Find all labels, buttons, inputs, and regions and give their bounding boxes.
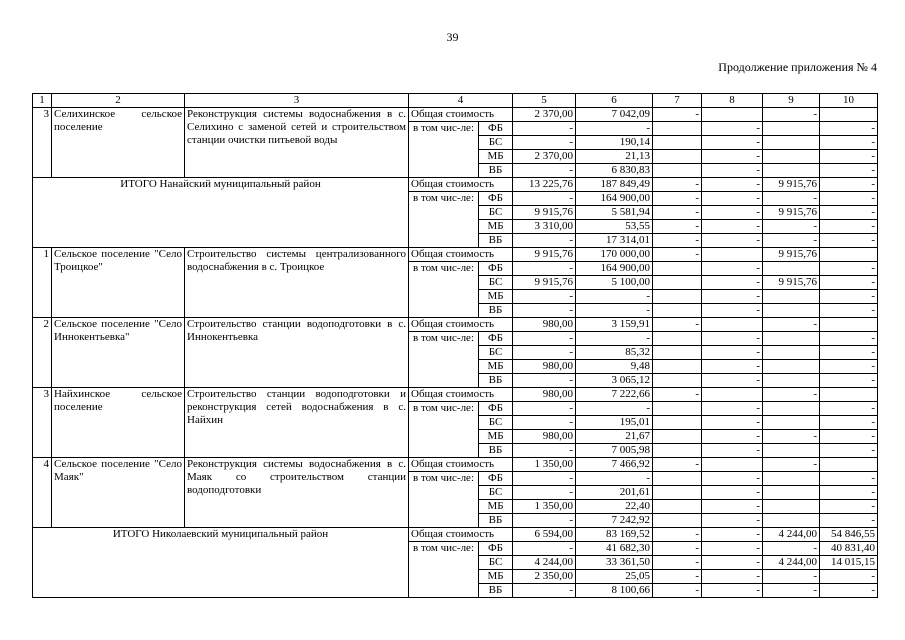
value-cell: - bbox=[820, 486, 878, 500]
total-cost-label: Общая стоимость bbox=[409, 528, 513, 542]
header-row bbox=[33, 94, 878, 108]
value-cell: 3 065,12 bbox=[576, 374, 653, 388]
value-cell bbox=[763, 360, 820, 374]
value-cell: 40 831,40 bbox=[820, 542, 878, 556]
including-label: в том чис-ле: bbox=[409, 192, 479, 248]
value-cell: - bbox=[820, 220, 878, 234]
value-cell: - bbox=[763, 234, 820, 248]
fund-source-label: БС bbox=[479, 556, 513, 570]
value-cell: 9 915,76 bbox=[763, 206, 820, 220]
page-number: 39 bbox=[446, 30, 459, 44]
value-cell: - bbox=[653, 206, 702, 220]
table-row bbox=[33, 458, 878, 472]
value-cell: - bbox=[653, 220, 702, 234]
value-cell: 980,00 bbox=[513, 430, 576, 444]
value-cell: 21,67 bbox=[576, 430, 653, 444]
value-cell: 9 915,76 bbox=[763, 178, 820, 192]
value-cell: - bbox=[763, 542, 820, 556]
fund-source-label: ВБ bbox=[479, 514, 513, 528]
value-cell: - bbox=[702, 150, 763, 164]
value-cell bbox=[820, 108, 878, 122]
value-cell bbox=[763, 304, 820, 318]
fund-source-label: БС bbox=[479, 206, 513, 220]
value-cell: 164 900,00 bbox=[576, 192, 653, 206]
settlement-name: Сельское поселение "Село Троицкое" bbox=[52, 248, 185, 318]
value-cell: - bbox=[653, 528, 702, 542]
table-row bbox=[33, 108, 878, 122]
fund-source-label: БС bbox=[479, 416, 513, 430]
value-cell bbox=[653, 164, 702, 178]
value-cell: 1 350,00 bbox=[513, 500, 576, 514]
value-cell: - bbox=[820, 262, 878, 276]
settlement-name: Сельское поселение "Село Маяк" bbox=[52, 458, 185, 528]
value-cell bbox=[763, 374, 820, 388]
value-cell: - bbox=[513, 374, 576, 388]
value-cell bbox=[763, 150, 820, 164]
value-cell: - bbox=[820, 374, 878, 388]
value-cell: - bbox=[702, 332, 763, 346]
project-description: Реконструкция системы водоснабжения в с. Маяк со строительством станции водоподготовки bbox=[185, 458, 409, 528]
fund-source-label: ФБ bbox=[479, 192, 513, 206]
value-cell: 4 244,00 bbox=[763, 556, 820, 570]
value-cell: - bbox=[513, 444, 576, 458]
value-cell: 14 015,15 bbox=[820, 556, 878, 570]
value-cell bbox=[763, 444, 820, 458]
value-cell: - bbox=[513, 346, 576, 360]
value-cell: - bbox=[820, 360, 878, 374]
value-cell bbox=[653, 500, 702, 514]
value-cell: 4 244,00 bbox=[763, 528, 820, 542]
value-cell: 85,32 bbox=[576, 346, 653, 360]
value-cell bbox=[820, 318, 878, 332]
including-label: в том чис-ле: bbox=[409, 542, 479, 598]
value-cell: - bbox=[702, 192, 763, 206]
fund-source-label: МБ bbox=[479, 430, 513, 444]
fund-source-label: МБ bbox=[479, 290, 513, 304]
value-cell bbox=[653, 304, 702, 318]
value-cell: 164 900,00 bbox=[576, 262, 653, 276]
value-cell: - bbox=[653, 178, 702, 192]
value-cell bbox=[702, 108, 763, 122]
project-description: Строительство станции водоподготовки в с. Иннокентьевка bbox=[185, 318, 409, 388]
value-cell: - bbox=[820, 276, 878, 290]
value-cell: - bbox=[702, 304, 763, 318]
value-cell: - bbox=[702, 276, 763, 290]
value-cell: - bbox=[820, 416, 878, 430]
value-cell: 2 350,00 bbox=[513, 570, 576, 584]
value-cell: - bbox=[513, 402, 576, 416]
fund-source-label: ВБ bbox=[479, 584, 513, 598]
value-cell: - bbox=[513, 542, 576, 556]
value-cell: - bbox=[513, 262, 576, 276]
value-cell: - bbox=[702, 570, 763, 584]
value-cell: - bbox=[702, 360, 763, 374]
value-cell bbox=[763, 500, 820, 514]
value-cell: - bbox=[702, 584, 763, 598]
value-cell: - bbox=[702, 514, 763, 528]
value-cell: - bbox=[513, 234, 576, 248]
project-description: Строительство станции водоподготовки и реконструкция сетей водоснабжения в с. Найхин bbox=[185, 388, 409, 458]
value-cell bbox=[653, 514, 702, 528]
value-cell: - bbox=[820, 206, 878, 220]
value-cell: - bbox=[513, 304, 576, 318]
fund-source-label: ФБ bbox=[479, 332, 513, 346]
value-cell: - bbox=[653, 318, 702, 332]
value-cell: - bbox=[653, 388, 702, 402]
value-cell bbox=[653, 360, 702, 374]
value-cell: - bbox=[513, 486, 576, 500]
row-number: 2 bbox=[33, 318, 52, 388]
financing-table bbox=[32, 93, 878, 598]
header-cell: 1 bbox=[33, 94, 52, 108]
value-cell: - bbox=[820, 332, 878, 346]
including-label: в том чис-ле: bbox=[409, 402, 479, 458]
value-cell: - bbox=[702, 178, 763, 192]
value-cell: - bbox=[820, 402, 878, 416]
value-cell: 9 915,76 bbox=[513, 248, 576, 262]
value-cell: - bbox=[702, 206, 763, 220]
fund-source-label: БС bbox=[479, 276, 513, 290]
settlement-name: Селихинское сельское поселение bbox=[52, 108, 185, 178]
value-cell: - bbox=[702, 290, 763, 304]
value-cell: - bbox=[820, 444, 878, 458]
value-cell: - bbox=[653, 234, 702, 248]
settlement-name: Найхинское сельское поселение bbox=[52, 388, 185, 458]
value-cell: - bbox=[702, 164, 763, 178]
total-row bbox=[33, 178, 878, 192]
value-cell: - bbox=[653, 108, 702, 122]
value-cell: - bbox=[763, 220, 820, 234]
value-cell bbox=[653, 136, 702, 150]
fund-source-label: ВБ bbox=[479, 304, 513, 318]
value-cell bbox=[653, 374, 702, 388]
including-label: в том чис-ле: bbox=[409, 332, 479, 388]
total-cost-label: Общая стоимость bbox=[409, 108, 513, 122]
value-cell: - bbox=[702, 486, 763, 500]
value-cell bbox=[763, 262, 820, 276]
value-cell bbox=[653, 444, 702, 458]
value-cell: - bbox=[763, 570, 820, 584]
value-cell: 7 466,92 bbox=[576, 458, 653, 472]
value-cell: - bbox=[513, 192, 576, 206]
fund-source-label: ВБ bbox=[479, 444, 513, 458]
value-cell: 53,55 bbox=[576, 220, 653, 234]
total-row bbox=[33, 528, 878, 542]
value-cell: - bbox=[513, 290, 576, 304]
including-label: в том чис-ле: bbox=[409, 122, 479, 178]
value-cell: - bbox=[820, 234, 878, 248]
value-cell bbox=[653, 332, 702, 346]
value-cell: - bbox=[820, 500, 878, 514]
value-cell: 9,48 bbox=[576, 360, 653, 374]
value-cell: - bbox=[653, 192, 702, 206]
total-cost-label: Общая стоимость bbox=[409, 318, 513, 332]
value-cell: 8 100,66 bbox=[576, 584, 653, 598]
total-cost-label: Общая стоимость bbox=[409, 178, 513, 192]
value-cell: - bbox=[702, 542, 763, 556]
value-cell: - bbox=[576, 290, 653, 304]
value-cell: - bbox=[820, 346, 878, 360]
value-cell: 3 310,00 bbox=[513, 220, 576, 234]
value-cell: 2 370,00 bbox=[513, 108, 576, 122]
value-cell: - bbox=[513, 136, 576, 150]
fund-source-label: ФБ bbox=[479, 472, 513, 486]
value-cell: - bbox=[513, 164, 576, 178]
fund-source-label: ВБ bbox=[479, 234, 513, 248]
value-cell: - bbox=[513, 416, 576, 430]
value-cell: 9 915,76 bbox=[513, 276, 576, 290]
value-cell bbox=[653, 122, 702, 136]
value-cell: - bbox=[820, 150, 878, 164]
value-cell: 190,14 bbox=[576, 136, 653, 150]
value-cell: - bbox=[513, 332, 576, 346]
value-cell bbox=[763, 332, 820, 346]
header-cell: 7 bbox=[653, 94, 702, 108]
header-cell: 2 bbox=[52, 94, 185, 108]
fund-source-label: ФБ bbox=[479, 402, 513, 416]
value-cell: 13 225,76 bbox=[513, 178, 576, 192]
value-cell bbox=[653, 276, 702, 290]
value-cell: - bbox=[653, 584, 702, 598]
value-cell: - bbox=[702, 346, 763, 360]
value-cell: 6 594,00 bbox=[513, 528, 576, 542]
value-cell: - bbox=[820, 290, 878, 304]
value-cell: - bbox=[702, 122, 763, 136]
value-cell: - bbox=[576, 472, 653, 486]
header-cell: 6 bbox=[576, 94, 653, 108]
value-cell: - bbox=[702, 556, 763, 570]
fund-source-label: ФБ bbox=[479, 542, 513, 556]
row-number: 1 bbox=[33, 248, 52, 318]
value-cell: 33 361,50 bbox=[576, 556, 653, 570]
value-cell bbox=[653, 150, 702, 164]
total-cost-label: Общая стоимость bbox=[409, 388, 513, 402]
value-cell: - bbox=[653, 542, 702, 556]
district-total-label: ИТОГО Николаевский муниципальный район bbox=[33, 528, 409, 598]
value-cell: 21,13 bbox=[576, 150, 653, 164]
header-cell: 5 bbox=[513, 94, 576, 108]
value-cell: - bbox=[820, 192, 878, 206]
fund-source-label: БС bbox=[479, 486, 513, 500]
value-cell: 1 350,00 bbox=[513, 458, 576, 472]
value-cell: - bbox=[702, 220, 763, 234]
value-cell bbox=[653, 416, 702, 430]
value-cell: - bbox=[820, 136, 878, 150]
value-cell: - bbox=[702, 430, 763, 444]
header-cell: 8 bbox=[702, 94, 763, 108]
value-cell: - bbox=[820, 570, 878, 584]
value-cell: 4 244,00 bbox=[513, 556, 576, 570]
value-cell bbox=[763, 472, 820, 486]
fund-source-label: МБ bbox=[479, 500, 513, 514]
value-cell: 170 000,00 bbox=[576, 248, 653, 262]
value-cell: - bbox=[576, 402, 653, 416]
including-label: в том чис-ле: bbox=[409, 262, 479, 318]
value-cell: 41 682,30 bbox=[576, 542, 653, 556]
value-cell bbox=[653, 486, 702, 500]
value-cell: - bbox=[820, 304, 878, 318]
value-cell bbox=[820, 248, 878, 262]
value-cell: 201,61 bbox=[576, 486, 653, 500]
value-cell: 980,00 bbox=[513, 360, 576, 374]
project-description: Строительство системы централизованного водоснабжения в с. Троицкое bbox=[185, 248, 409, 318]
value-cell: - bbox=[653, 458, 702, 472]
value-cell bbox=[653, 346, 702, 360]
fund-source-label: ВБ bbox=[479, 374, 513, 388]
value-cell: 9 915,76 bbox=[513, 206, 576, 220]
table-row bbox=[33, 318, 878, 332]
value-cell: - bbox=[702, 234, 763, 248]
value-cell bbox=[763, 514, 820, 528]
value-cell: 7 242,92 bbox=[576, 514, 653, 528]
value-cell bbox=[820, 388, 878, 402]
header-cell: 10 bbox=[820, 94, 878, 108]
fund-source-label: ФБ bbox=[479, 122, 513, 136]
value-cell: 980,00 bbox=[513, 318, 576, 332]
value-cell: 7 042,09 bbox=[576, 108, 653, 122]
fund-source-label: МБ bbox=[479, 150, 513, 164]
value-cell: 83 169,52 bbox=[576, 528, 653, 542]
value-cell: 9 915,76 bbox=[763, 276, 820, 290]
value-cell bbox=[653, 430, 702, 444]
value-cell: - bbox=[763, 318, 820, 332]
table-row bbox=[33, 248, 878, 262]
value-cell: - bbox=[513, 472, 576, 486]
value-cell: 17 314,01 bbox=[576, 234, 653, 248]
value-cell bbox=[653, 472, 702, 486]
value-cell: 195,01 bbox=[576, 416, 653, 430]
fund-source-label: БС bbox=[479, 346, 513, 360]
value-cell bbox=[653, 290, 702, 304]
value-cell: 7 005,98 bbox=[576, 444, 653, 458]
header-cell: 3 bbox=[185, 94, 409, 108]
value-cell bbox=[763, 486, 820, 500]
value-cell: 6 830,83 bbox=[576, 164, 653, 178]
fund-source-label: МБ bbox=[479, 220, 513, 234]
value-cell: - bbox=[702, 444, 763, 458]
value-cell: - bbox=[513, 584, 576, 598]
total-cost-label: Общая стоимость bbox=[409, 248, 513, 262]
fund-source-label: БС bbox=[479, 136, 513, 150]
value-cell: - bbox=[763, 584, 820, 598]
row-number: 4 bbox=[33, 458, 52, 528]
value-cell: - bbox=[576, 304, 653, 318]
settlement-name: Сельское поселение "Село Иннокентьевка" bbox=[52, 318, 185, 388]
total-cost-label: Общая стоимость bbox=[409, 458, 513, 472]
value-cell: - bbox=[763, 430, 820, 444]
value-cell: - bbox=[653, 570, 702, 584]
value-cell bbox=[702, 458, 763, 472]
value-cell: - bbox=[702, 402, 763, 416]
value-cell: - bbox=[763, 458, 820, 472]
value-cell: 2 370,00 bbox=[513, 150, 576, 164]
header-cell: 9 bbox=[763, 94, 820, 108]
value-cell: - bbox=[702, 374, 763, 388]
value-cell: - bbox=[820, 472, 878, 486]
value-cell: - bbox=[576, 122, 653, 136]
value-cell: - bbox=[653, 248, 702, 262]
value-cell bbox=[763, 290, 820, 304]
value-cell: - bbox=[763, 108, 820, 122]
value-cell: - bbox=[702, 136, 763, 150]
value-cell bbox=[653, 402, 702, 416]
value-cell bbox=[820, 458, 878, 472]
value-cell: - bbox=[702, 416, 763, 430]
value-cell bbox=[763, 164, 820, 178]
value-cell bbox=[763, 402, 820, 416]
fund-source-label: МБ bbox=[479, 360, 513, 374]
value-cell: 22,40 bbox=[576, 500, 653, 514]
row-number: 3 bbox=[33, 108, 52, 178]
fund-source-label: ВБ bbox=[479, 164, 513, 178]
value-cell bbox=[763, 416, 820, 430]
value-cell bbox=[763, 136, 820, 150]
value-cell: 7 222,66 bbox=[576, 388, 653, 402]
value-cell: 980,00 bbox=[513, 388, 576, 402]
value-cell: - bbox=[702, 500, 763, 514]
value-cell: - bbox=[702, 528, 763, 542]
header-cell: 4 bbox=[409, 94, 513, 108]
value-cell: 5 100,00 bbox=[576, 276, 653, 290]
fund-source-label: ФБ bbox=[479, 262, 513, 276]
value-cell: - bbox=[820, 122, 878, 136]
value-cell: - bbox=[820, 164, 878, 178]
value-cell: - bbox=[653, 556, 702, 570]
value-cell bbox=[702, 318, 763, 332]
value-cell: 25,05 bbox=[576, 570, 653, 584]
value-cell bbox=[653, 262, 702, 276]
value-cell: - bbox=[702, 262, 763, 276]
value-cell bbox=[763, 122, 820, 136]
fund-source-label: МБ bbox=[479, 570, 513, 584]
value-cell: - bbox=[820, 584, 878, 598]
value-cell: - bbox=[820, 178, 878, 192]
including-label: в том чис-ле: bbox=[409, 472, 479, 528]
value-cell: - bbox=[513, 122, 576, 136]
table-row bbox=[33, 388, 878, 402]
value-cell: 187 849,49 bbox=[576, 178, 653, 192]
value-cell bbox=[763, 346, 820, 360]
value-cell bbox=[702, 388, 763, 402]
value-cell: - bbox=[820, 514, 878, 528]
value-cell: 3 159,91 bbox=[576, 318, 653, 332]
value-cell: 9 915,76 bbox=[763, 248, 820, 262]
value-cell: 5 581,94 bbox=[576, 206, 653, 220]
value-cell: - bbox=[702, 472, 763, 486]
row-number: 3 bbox=[33, 388, 52, 458]
project-description: Реконструкция системы водоснабжения в с. Селихино с заменой сетей и строительством станции очистки питьевой воды bbox=[185, 108, 409, 178]
value-cell bbox=[702, 248, 763, 262]
value-cell: - bbox=[763, 388, 820, 402]
value-cell: - bbox=[763, 192, 820, 206]
district-total-label: ИТОГО Нанайский муниципальный район bbox=[33, 178, 409, 248]
value-cell: - bbox=[513, 514, 576, 528]
value-cell: - bbox=[576, 332, 653, 346]
value-cell: 54 846,55 bbox=[820, 528, 878, 542]
continuation-title: Продолжение приложения № 4 bbox=[718, 60, 877, 74]
value-cell: - bbox=[820, 430, 878, 444]
